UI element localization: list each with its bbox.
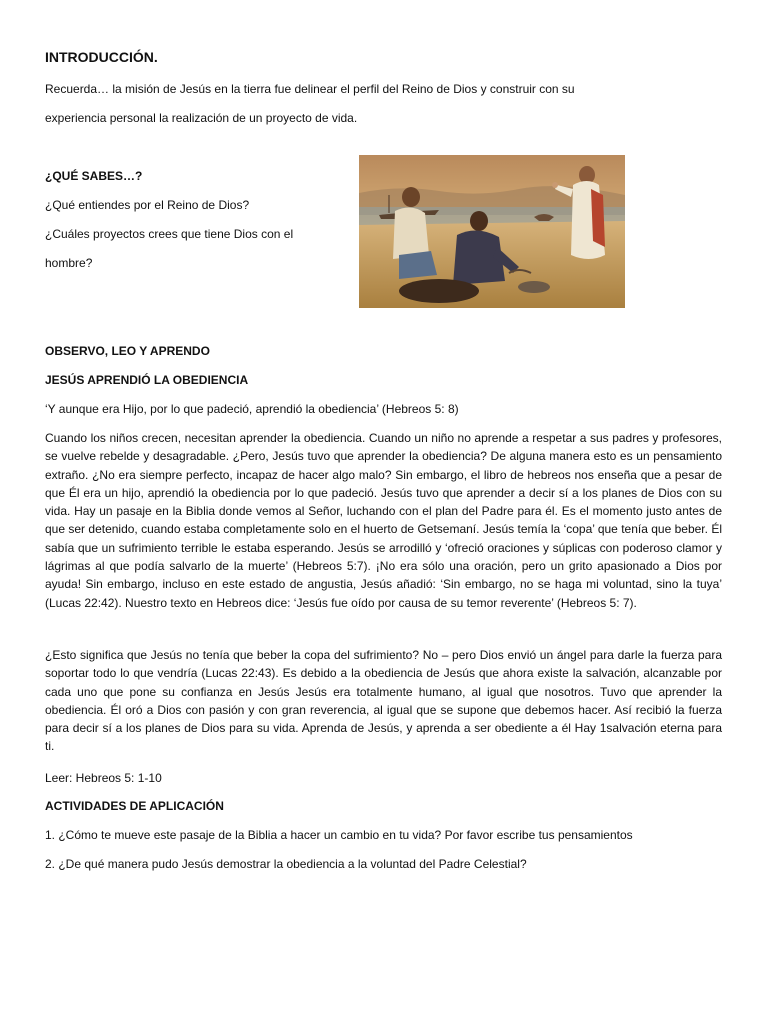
observo-title: OBSERVO, LEO Y APRENDO [45, 344, 210, 358]
question-1: ¿Qué entiendes por el Reino de Dios? [45, 198, 250, 212]
section-subtitle: JESÚS APRENDIÓ LA OBEDIENCIA [45, 373, 249, 387]
actividades-title: ACTIVIDADES DE APLICACIÓN [45, 799, 224, 813]
intro-title: INTRODUCCIÓN. [45, 49, 158, 65]
paragraph-1: Cuando los niños crecen, necesitan aprender la obediencia. Cuando un niño no aprende a respetar a sus padres y profesores, se vuelve rebelde y desagradable. ¿Pero, Jesús tuvo que aprender la obediencia? De alguna manera esto es un pensamiento extraño. ¿No era siempre perfecto, incapaz de hacer algo malo? Sin embargo, el libro de hebreos nos enseña que a pesar de que Él era un hijo, aprendió la obediencia por lo que padeció. Jesús tuvo que aprender a decir sí a los planes de Dios con su vida. Hay un pasaje en la Biblia donde vemos al Señor, luchando con el plan del Padre para él. Es el momento justo antes de que ser detenido, cuando estaba completamente solo en el huerto de Getsemaní. Jesús temía la ‘copa’ que tenía que beber. Él sabía que un sufrimiento terrible le estaba esperando. Jesús se arrodilló y ‘ofreció oraciones y súplicas con poderoso clamor y lágrimas al que podía salvarlo de la muerte’ (Hebreos 5:7). ¡No era sólo una oración, pero un grito apasionado a Dios por ayuda! Sin embargo, incluso en este estado de angustia, Jesús añadió: ‘Sin embargo, no se haga mi voluntad, sino la tuya’ (Lucas 22:42). Nuestro texto en Hebreos dice: ‘Jesús fue oído por causa de su temor reverente’ (Hebreos 5: 7). [45, 431, 722, 610]
intro-text-line-1: Recuerda… la misión de Jesús en la tierra fue delinear el perfil del Reino de Dios y construir con su [45, 82, 575, 96]
activity-item-2: 2. ¿De qué manera pudo Jesús demostrar la obediencia a la voluntad del Padre Celestial? [45, 857, 527, 871]
jesus-with-fishermen-illustration [359, 155, 625, 308]
paragraph-2: ¿Esto significa que Jesús no tenía que beber la copa del sufrimiento? No – pero Dios envió un ángel para darle la fuerza para soportar todo lo que vendría (Lucas 22:43). Es debido a la obediencia de Jesús que ahora existe la salvación, alcanzable por cada uno que pone su confianza en Jesús Jesús era totalmente humano, al igual que nosotros. Tuvo que aprender la obediencia. Él oró a Dios con pasión y con gran reverencia, al igual que se supone que debemos hacer. Así recibió la fuerza para decir sí a los planes de Dios para su vida. Aprenda de Jesús, y aprenda a ser obediente a él Hay 1salvación eterna para ti. [45, 648, 722, 754]
reading-reference: Leer: Hebreos 5: 1-10 [45, 771, 162, 785]
que-sabes-title: ¿QUÉ SABES…? [45, 169, 143, 183]
activity-item-1: 1. ¿Cómo te mueve este pasaje de la Biblia a hacer un cambio en tu vida? Por favor escribe tus pensamientos [45, 828, 633, 842]
intro-text-line-2: experiencia personal la realización de un proyecto de vida. [45, 111, 358, 125]
question-2-line-2: hombre? [45, 256, 93, 270]
scripture-quote: ‘Y aunque era Hijo, por lo que padeció, aprendió la obediencia’ (Hebreos 5: 8) [45, 402, 459, 416]
question-2-line-1: ¿Cuáles proyectos crees que tiene Dios con el [45, 227, 294, 241]
